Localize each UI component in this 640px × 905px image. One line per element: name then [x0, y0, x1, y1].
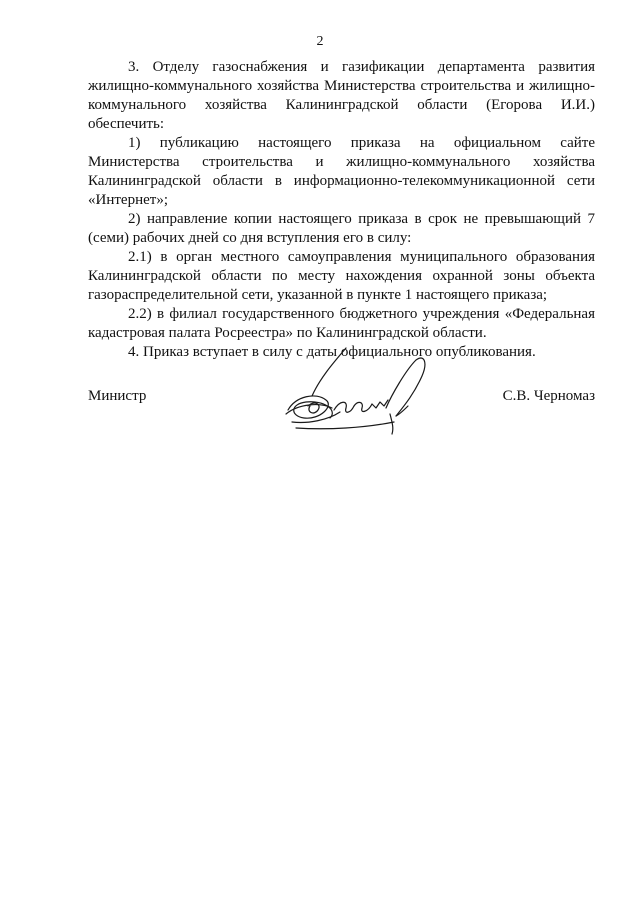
paragraph-item-4: 4. Приказ вступает в силу с даты официального опубликования.: [128, 344, 536, 360]
handwritten-signature-icon: [268, 344, 438, 444]
paragraph-subitem-2-1: 2.1) в орган местного самоуправления муниципального образования Калининградской области по месту нахождения охранной зоны объекта газораспределительной сети, указанной в пункте 1 настоящего приказа;: [88, 249, 595, 303]
signature-block: [88, 380, 595, 460]
paragraph-subitem-2-2: 2.2) в филиал государственного бюджетного учреждения «Федеральная кадастровая палата Росреестра» по Калининградской области.: [88, 306, 595, 341]
document-body: [88, 58, 595, 362]
signer-name: С.В. Черномаз: [502, 388, 595, 404]
page-number: 2: [316, 34, 324, 49]
paragraph-item-3: 3. Отделу газоснабжения и газификации департамента развития жилищно-коммунального хозяйства Министерства строительства и жилищно-коммунального хозяйства Калининградской области (Егорова И.И.) обеспечить:: [88, 59, 595, 132]
paragraph-subitem-2: 2) направление копии настоящего приказа в срок не превышающий 7 (семи) рабочих дней со дня вступления его в силу:: [88, 211, 595, 246]
signer-title: Министр: [88, 388, 147, 404]
paragraph-subitem-1: 1) публикацию настоящего приказа на официальном сайте Министерства строительства и жилищно-коммунального хозяйства Калининградской области в информационно-телекоммуникационной сети «Интернет»;: [88, 135, 595, 208]
